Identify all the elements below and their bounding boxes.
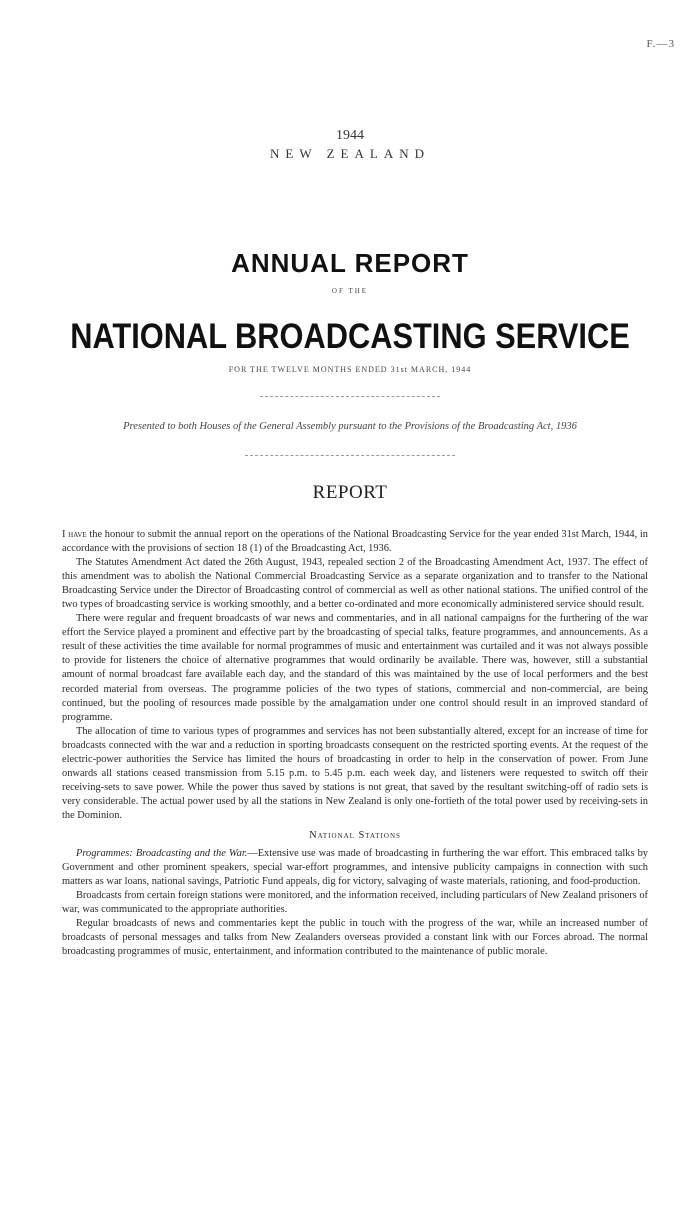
stations-paragraph bbox=[62, 847, 648, 889]
report-heading: REPORT bbox=[312, 482, 388, 503]
report-paragraph: The Statutes Amendment Act dated the 26th August, 1943, repealed section 2 of the Broadcasting Amendment Act, 1937. The effect of this amendment was to abolish the National Commercial Broadcasting Service as a separate organization and to transfer to the National Broadcasting Service under the Director of Broadcasting control of commercial as well as other national stations. The unified control of the two types of broadcasting service is working smoothly, and a better co-ordinated and more economically administered service should result. bbox=[62, 557, 648, 611]
report-body bbox=[62, 528, 648, 959]
paragraph-text: —Extensive use was made of broadcasting in furthering the war effort. This embraced talks by Government and other prominent speakers, special war-effort programmes, and intensive publicity campaigns in connection with such matters as war loans, national savings, Patriotic Fund appeals, dig for victory, salvaging of waste materials, rationing, and food-production. bbox=[62, 848, 648, 888]
of-the-label: OF THE bbox=[331, 287, 369, 295]
divider-rule bbox=[260, 396, 440, 397]
organisation-name: NATIONAL BROADCASTING SERVICE bbox=[70, 317, 630, 356]
stations-paragraph: Regular broadcasts of news and commentaries kept the public in touch with the progress of the war, while an increased number of broadcasts of personal messages and talks from New Zealanders overseas provided a constant link with our Forces abroad. The normal broadcasting programmes of music, entertainment, and information contributed to the maintenance of public morale. bbox=[62, 918, 648, 958]
presentation-note: Presented to both Houses of the General Assembly pursuant to the Provisions of the Broadcasting Act, 1936 bbox=[123, 421, 577, 432]
stations-paragraph: Broadcasts from certain foreign stations were monitored, and the information received, including particulars of New Zealand prisoners of war, was communicated to the appropriate authorities. bbox=[62, 890, 648, 916]
opening-words: I have bbox=[62, 529, 87, 540]
report-paragraph: The allocation of time to various types of programmes and services has not been substantially altered, except for an increase of time for broadcasts connected with the war and a reduction in sporting broadcasts consequent on the restricted sporting events. At the request of the electric-power authorities the Service has limited the hours of broadcasting in order to help in the conservation of power. From June onwards all stations ceased transmission from 5.15 p.m. to 5.45 p.m. each week day, and listeners were requested to switch off their receiving-sets to save power. While the power thus saved by stations is not great, that saved by the resultant switching-off of radio sets is very considerable. The actual power used by all the stations in New Zealand is only one-fortieth of the total power used by receiving-sets in the Dominion. bbox=[62, 725, 648, 821]
report-paragraph: There were regular and frequent broadcasts of war news and commentaries, and in all national campaigns for the furthering of the war effort the Service played a prominent and effective part by the broadcasting of special talks, feature programmes, and announcements. As a result of these activities the time available for normal programmes of music and entertainment was curtailed and it was not always possible to provide for listeners the choice of alternative programmes that would ordinarily be available. There was, however, still a substantial amount of normal broadcast fare available each day, and the standard of this was maintained by the use of local performers and the best recorded material from overseas. The programme policies of the two types of stations, commercial and non-commercial, are being continued, but the pooling of resources made possible by the amalgamation under one control should result in an improved standard of programme. bbox=[62, 613, 648, 723]
report-year: 1944 bbox=[336, 128, 364, 143]
side-heading: Programmes: Broadcasting and the War. bbox=[76, 848, 248, 860]
paragraph-text: the honour to submit the annual report on the operations of the National Broadcasting Service for the year ended 31st March, 1944, in accordance with the provisions of section 18 (1) of the Broadcasting Act, 1936. bbox=[62, 529, 648, 555]
report-paragraph bbox=[62, 528, 648, 556]
report-period: FOR THE TWELVE MONTHS ENDED 31st MARCH, 1944 bbox=[228, 365, 472, 374]
document-title: ANNUAL REPORT bbox=[231, 248, 469, 278]
national-stations-heading: National Stations bbox=[309, 829, 401, 841]
country-name: NEW ZEALAND bbox=[270, 146, 430, 161]
page-number: F.—3 bbox=[646, 38, 675, 50]
divider-rule bbox=[245, 455, 455, 456]
